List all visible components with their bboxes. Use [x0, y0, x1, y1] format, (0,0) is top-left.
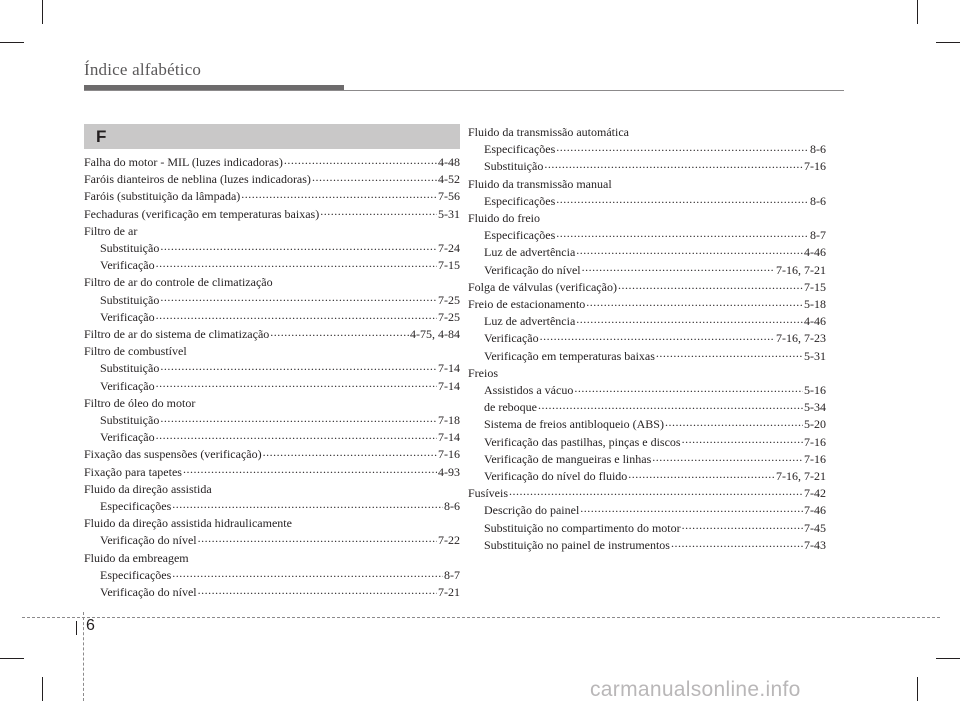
page-reference: 7-18	[438, 413, 460, 428]
dot-leader	[270, 326, 409, 338]
section-letter-bar	[84, 124, 460, 149]
crop-mark	[917, 0, 918, 24]
entry-text: Filtro de ar do sistema de climatização	[84, 327, 270, 342]
crop-mark	[0, 42, 24, 43]
entry-text: Faróis (substituição da lâmpada)	[84, 189, 241, 204]
dot-leader	[682, 434, 803, 446]
index-heading: Filtro de ar do controle de climatização	[84, 275, 273, 290]
page-reference: 7-21	[438, 585, 460, 600]
dot-leader	[556, 193, 809, 205]
page-reference: 5-20	[804, 417, 826, 432]
index-heading: Fluido da transmissão manual	[468, 176, 612, 191]
entry-text: Folga de válvulas (verificação)	[468, 279, 617, 294]
watermark: carmanualsonline.info	[590, 678, 801, 701]
crop-mark	[42, 677, 43, 701]
index-subentry	[468, 227, 826, 244]
page-reference: 5-16	[804, 383, 826, 398]
index-subentry	[468, 537, 826, 554]
index-column-left	[84, 124, 460, 601]
index-list-right	[468, 124, 826, 554]
page-reference: 8-6	[444, 499, 460, 514]
entry-text: Substituição	[100, 361, 160, 376]
entry-text: Falha do motor - MIL (luzes indicadoras)	[84, 155, 283, 169]
page-reference: 4-93	[438, 464, 460, 479]
entry-text: Verificação	[484, 331, 539, 346]
dot-leader	[652, 451, 803, 463]
page-reference: 7-16, 7-21	[776, 262, 826, 277]
page-reference: 7-16	[438, 447, 460, 462]
entry-text: Substituição	[484, 159, 544, 174]
index-entry	[84, 171, 460, 188]
page-reference: 7-46	[804, 503, 826, 518]
dot-leader	[556, 227, 809, 239]
crop-mark	[936, 42, 960, 43]
entry-text: Especificações	[484, 228, 556, 243]
dot-leader	[172, 498, 443, 510]
index-subentry	[468, 141, 826, 158]
index-entry	[468, 296, 826, 313]
index-subentry	[468, 434, 826, 451]
dot-leader	[576, 313, 803, 325]
entry-text: Descrição do painel	[484, 503, 580, 518]
page-reference: 7-16	[804, 451, 826, 466]
dot-leader	[671, 537, 803, 549]
entry-text: Especificações	[484, 193, 556, 208]
index-subentry	[84, 412, 460, 429]
entry-text: Verificação	[100, 258, 155, 273]
page-reference: 7-16	[804, 434, 826, 449]
page-reference: 7-25	[438, 292, 460, 307]
dot-leader	[156, 309, 437, 321]
dot-leader	[538, 399, 803, 411]
index-heading: Fluido da transmissão automática	[468, 125, 629, 139]
entry-text: Especificações	[484, 142, 556, 157]
entry-text: Verificação	[100, 309, 155, 324]
page-reference: 5-31	[438, 206, 460, 221]
crop-mark	[936, 658, 960, 659]
page-reference: 7-16	[804, 159, 826, 174]
page-reference: 7-43	[804, 537, 826, 552]
index-heading: Freios	[468, 365, 498, 380]
entry-text: Luz de advertência	[484, 245, 576, 260]
index-subentry	[84, 567, 460, 584]
index-entry	[84, 326, 460, 343]
page-reference: 7-14	[438, 378, 460, 393]
page-reference: 8-7	[810, 228, 826, 243]
page-reference: 7-45	[804, 520, 826, 535]
index-entry	[84, 446, 460, 463]
entry-text: Fechaduras (verificação em temperaturas baixas)	[84, 206, 320, 221]
dot-leader	[156, 257, 437, 269]
index-subentry	[468, 193, 826, 210]
entry-text: Substituição no compartimento do motor	[484, 520, 681, 535]
page-number	[72, 617, 95, 635]
entry-text: Assistidos a vácuo	[484, 383, 574, 398]
dot-leader	[172, 567, 443, 579]
page-reference: 4-46	[804, 245, 826, 260]
index-heading: Filtro de ar	[84, 223, 138, 238]
index-subentry	[84, 309, 460, 326]
index-heading: Fluido da direção assistida hidraulicamente	[84, 516, 292, 531]
page-reference: 7-24	[438, 241, 460, 256]
entry-text: Luz de advertência	[484, 314, 576, 329]
entry-text: Fixação das suspensões (verificação)	[84, 447, 262, 462]
page-reference: 7-14	[438, 361, 460, 376]
entry-text: Verificação do nível do fluido	[484, 469, 628, 484]
page-reference: 7-15	[438, 258, 460, 273]
page-reference: 4-48	[438, 155, 460, 169]
index-entry	[468, 485, 826, 502]
index-subentry	[84, 378, 460, 395]
dot-leader	[160, 240, 437, 252]
index-entry	[84, 154, 460, 171]
page-reference: 5-18	[804, 297, 826, 312]
page-reference: 7-56	[438, 189, 460, 204]
crop-mark	[42, 0, 43, 24]
index-column-right	[468, 124, 826, 554]
dot-leader	[574, 382, 803, 394]
page-reference: 8-7	[444, 567, 460, 582]
page-reference: 4-46	[804, 314, 826, 329]
index-subentry	[468, 158, 826, 175]
page-reference: 7-25	[438, 309, 460, 324]
entry-text: Especificações	[100, 499, 172, 514]
footer-rule	[22, 617, 940, 618]
page-reference: 4-52	[438, 172, 460, 187]
entry-text: Substituição	[100, 413, 160, 428]
page-reference: 7-22	[438, 533, 460, 548]
index-heading: Fluido da direção assistida	[84, 481, 212, 496]
index-heading: Fluido do freio	[468, 211, 540, 226]
page-reference: 8-6	[810, 193, 826, 208]
dot-leader	[509, 485, 803, 497]
index-subentry	[84, 532, 460, 549]
dot-leader	[320, 206, 437, 218]
dot-leader	[540, 330, 775, 342]
page-reference: 7-16, 7-21	[776, 469, 826, 484]
index-subentry	[84, 360, 460, 377]
index-list-left	[84, 154, 460, 601]
dot-leader	[183, 464, 437, 476]
index-subentry	[468, 313, 826, 330]
entry-text: Verificação do nível	[100, 533, 197, 548]
dot-leader	[284, 154, 437, 166]
dot-leader	[198, 584, 437, 596]
dot-leader	[544, 158, 803, 170]
dot-leader	[556, 141, 809, 153]
index-entry	[84, 188, 460, 205]
entry-text: Verificação	[100, 378, 155, 393]
dot-leader	[312, 171, 437, 183]
dot-leader	[198, 532, 437, 544]
index-entry	[84, 464, 460, 481]
dot-leader	[582, 262, 775, 274]
entry-text: Verificação do nível	[100, 585, 197, 600]
index-subentry	[84, 257, 460, 274]
entry-text: Sistema de freios antibloqueio (ABS)	[484, 417, 664, 432]
dot-leader	[586, 296, 803, 308]
entry-text: Verificação de mangueiras e linhas	[484, 451, 652, 466]
page-reference: 7-15	[804, 279, 826, 294]
index-subentry	[468, 468, 826, 485]
dot-leader	[665, 416, 803, 428]
page-reference: 4-75, 4-84	[410, 327, 460, 342]
dot-leader	[156, 378, 437, 390]
dot-leader	[241, 188, 437, 200]
entry-text: Substituição	[100, 241, 160, 256]
index-heading: Filtro de óleo do motor	[84, 395, 196, 410]
page-title: Índice alfabético	[84, 60, 202, 79]
index-entry	[468, 279, 826, 296]
dot-leader	[656, 348, 803, 360]
index-subentry	[468, 520, 826, 537]
index-subentry	[84, 240, 460, 257]
entry-text: Verificação em temperaturas baixas	[484, 348, 655, 363]
entry-text: Verificação das pastilhas, pinças e discos	[484, 434, 681, 449]
index-subentry	[468, 399, 826, 416]
entry-text: Faróis dianteiros de neblina (luzes indicadoras)	[84, 172, 311, 187]
index-subentry	[84, 498, 460, 515]
page-reference: 5-34	[804, 400, 826, 415]
index-subentry	[468, 348, 826, 365]
index-heading: Fluido da embreagem	[84, 550, 189, 565]
index-entry	[84, 206, 460, 223]
dot-leader	[618, 279, 803, 291]
dot-leader	[156, 429, 437, 441]
entry-text: Fusíveis	[468, 486, 509, 501]
header-rule	[84, 90, 844, 91]
index-subentry	[84, 292, 460, 309]
page-reference: 7-14	[438, 430, 460, 445]
index-subentry	[84, 584, 460, 601]
index-subentry	[468, 262, 826, 279]
page-reference: 5-31	[804, 348, 826, 363]
section-letter: F	[96, 126, 107, 146]
index-subentry	[84, 429, 460, 446]
index-subentry	[468, 330, 826, 347]
crop-mark	[917, 677, 918, 701]
page-reference: 8-6	[810, 142, 826, 157]
dot-leader	[160, 292, 437, 304]
page-reference: 7-42	[804, 486, 826, 501]
index-subentry	[468, 502, 826, 519]
entry-text: de reboque	[484, 400, 537, 415]
footer-page: 6	[86, 617, 95, 634]
entry-text: Fixação para tapetes	[84, 464, 182, 479]
dot-leader	[576, 244, 803, 256]
page-reference: 7-16, 7-23	[776, 331, 826, 346]
dot-leader	[580, 502, 803, 514]
dot-leader	[628, 468, 775, 480]
dot-leader	[160, 412, 437, 424]
dot-leader	[263, 446, 437, 458]
dot-leader	[682, 520, 803, 532]
entry-text: Verificação do nível	[484, 262, 581, 277]
entry-text: Freio de estacionamento	[468, 297, 586, 312]
index-subentry	[468, 382, 826, 399]
index-subentry	[468, 451, 826, 468]
index-subentry	[468, 244, 826, 261]
entry-text: Verificação	[100, 430, 155, 445]
index-heading: Filtro de combustível	[84, 344, 187, 359]
entry-text: Substituição	[100, 292, 160, 307]
entry-text: Substituição no painel de instrumentos	[484, 537, 670, 552]
index-subentry	[468, 416, 826, 433]
entry-text: Especificações	[100, 567, 172, 582]
crop-mark	[0, 658, 24, 659]
dot-leader	[160, 360, 437, 372]
